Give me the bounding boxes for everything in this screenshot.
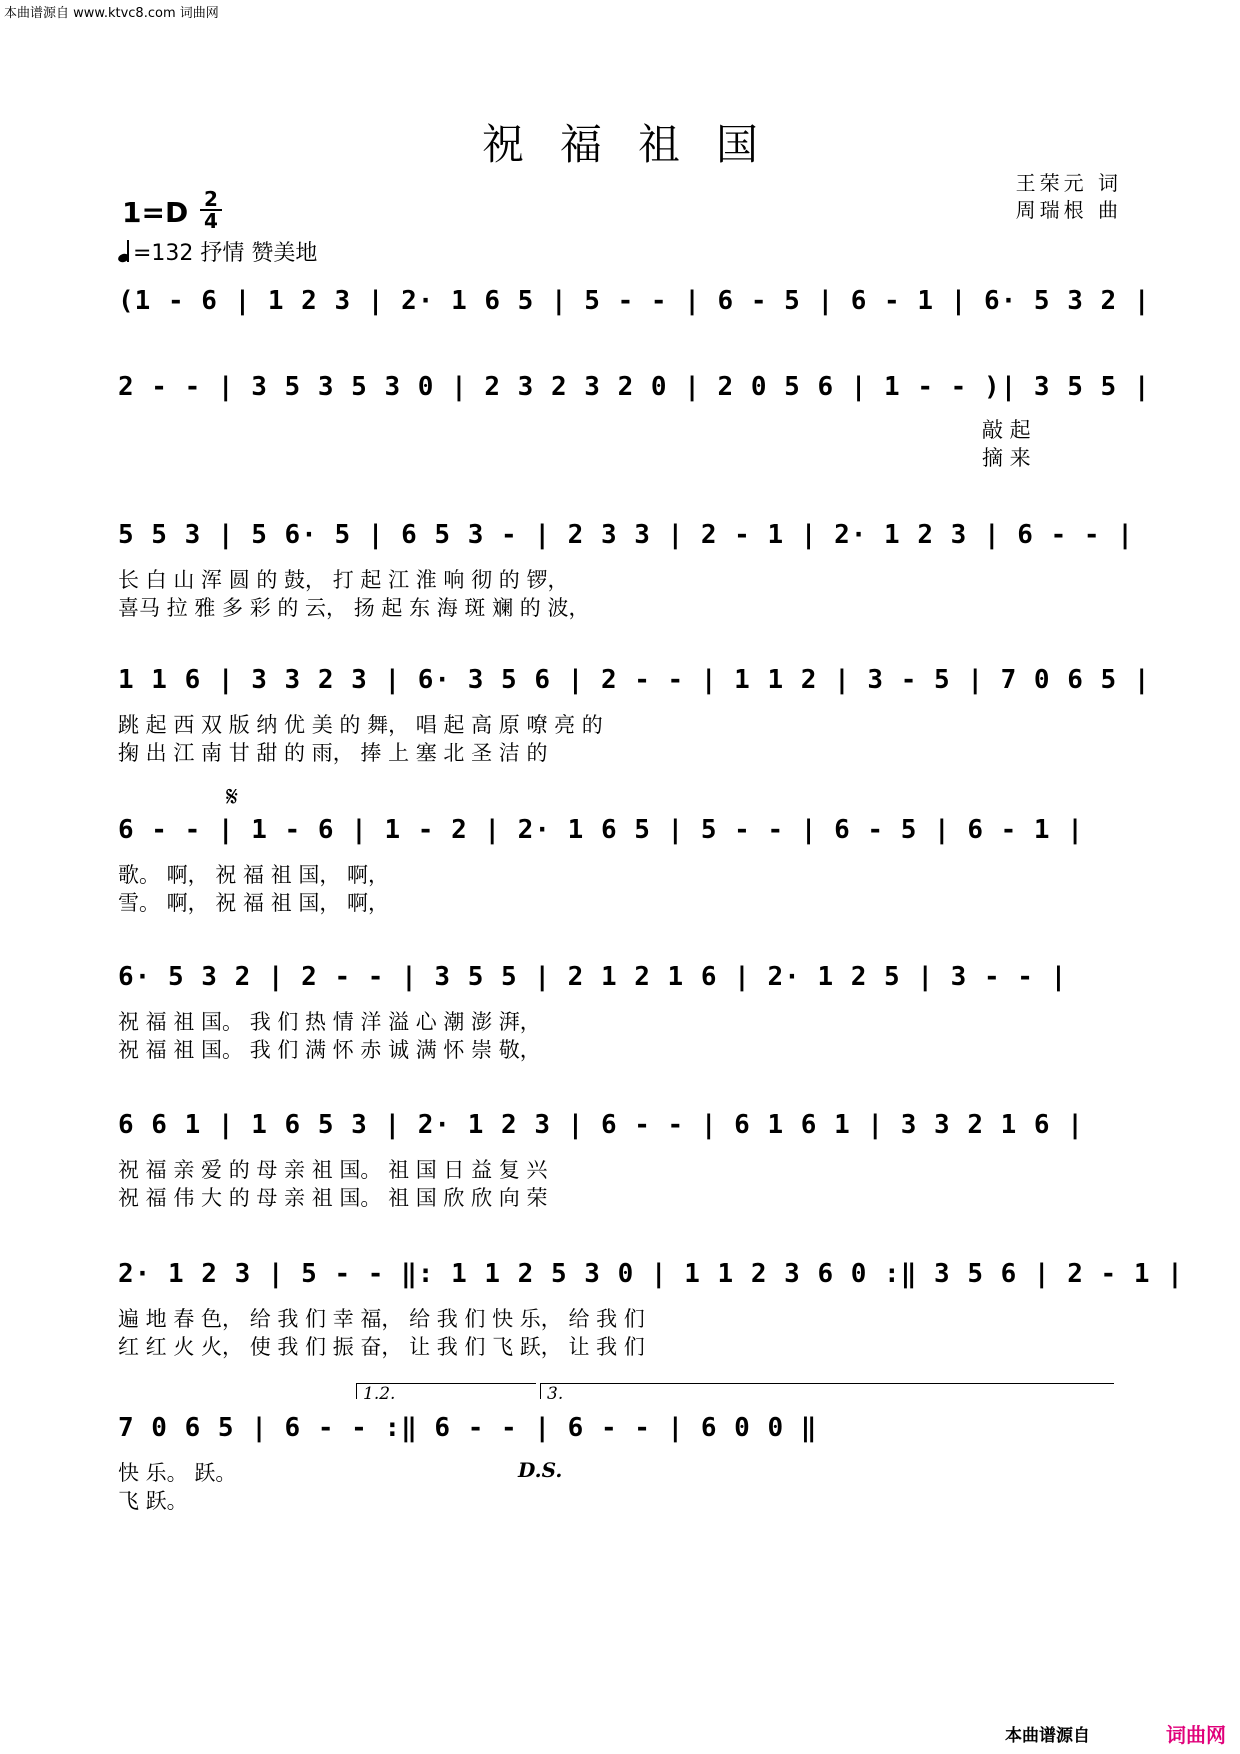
notes-line: (1 - 6 | 1 2 3 | 2· 1 6 5 | 5 - - | 6 - 5 | 6 - 1 | 6· 5 3 2 |	[118, 286, 1151, 316]
lyric-verse-1: 快 乐。 跃。	[118, 1461, 237, 1485]
segno-icon: 𝄋	[226, 780, 239, 813]
lyric-verse-1: 歌。 啊， 祝 福 祖 国， 啊，	[118, 863, 390, 887]
footer-site: 词曲网	[1166, 1723, 1226, 1747]
lyric-verse-1: 长 白 山 浑 圆 的 鼓， 打 起 江 淮 响 彻 的 锣，	[118, 568, 569, 592]
lyric-verse-1: 敲 起	[982, 418, 1031, 442]
lyric-verse-1: 跳 起 西 双 版 纳 优 美 的 舞， 唱 起 高 原 嘹 亮 的	[118, 713, 603, 737]
lyric-verse-2: 喜马 拉 雅 多 彩 的 云， 扬 起 东 海 斑 斓 的 波，	[118, 596, 590, 620]
volta-third: 3.	[540, 1383, 1114, 1399]
lyric-verse-1: 遍 地 春 色， 给 我 们 幸 福， 给 我 们 快 乐， 给 我 们	[118, 1307, 645, 1331]
lyric-verse-2: 摘 来	[982, 446, 1031, 470]
lyric-verse-2: 祝 福 伟 大 的 母 亲 祖 国。 祖 国 欣 欣 向 荣	[118, 1186, 548, 1210]
song-title: 祝福祖国	[481, 120, 794, 169]
volta-first: 1.2.	[356, 1383, 536, 1399]
tempo-text: =132 抒情 赞美地	[133, 241, 318, 266]
notes-line: 2 - - | 3 5 3 5 3 0 | 2 3 2 3 2 0 | 2 0 5 6 | 1 - - )| 3 5 5 |	[118, 372, 1151, 402]
notes-line: 7 0 6 5 | 6 - - :‖ 6 - - | 6 - - | 6 0 0 ‖	[118, 1413, 818, 1443]
lyric-verse-2: 红 红 火 火， 使 我 们 振 奋， 让 我 们 飞 跃， 让 我 们	[118, 1335, 645, 1359]
lyric-verse-1: 祝 福 祖 国。 我 们 热 情 洋 溢 心 潮 澎 湃，	[118, 1010, 541, 1034]
time-signature	[200, 187, 222, 233]
composer-credit: 周瑞根 曲	[1015, 198, 1122, 222]
footer-source: 本曲谱源自	[1005, 1726, 1090, 1746]
lyric-verse-2: 掬 出 江 南 甘 甜 的 雨， 捧 上 塞 北 圣 洁 的	[118, 741, 548, 765]
notes-line: 1 1 6 | 3 3 2 3 | 6· 3 5 6 | 2 - - | 1 1 2 | 3 - 5 | 7 0 6 5 |	[118, 665, 1151, 695]
da-segno-marking: D.S.	[518, 1458, 563, 1482]
notes-line: 5 5 3 | 5 6· 5 | 6 5 3 - | 2 3 3 | 2 - 1 | 2· 1 2 3 | 6 - - |	[118, 520, 1134, 550]
notes-line: 6 6 1 | 1 6 5 3 | 2· 1 2 3 | 6 - - | 6 1 6 1 | 3 3 2 1 6 |	[118, 1110, 1084, 1140]
notes-line: 2· 1 2 3 | 5 - - ‖: 1 1 2 5 3 0 | 1 1 2 3 6 0 :‖ 3 5 6 | 2 - 1 |	[118, 1259, 1184, 1289]
lyricist-credit: 王荣元 词	[1015, 171, 1122, 195]
lyric-verse-2: 飞 跃。	[118, 1489, 188, 1513]
site-note: 本曲谱源自 www.ktvc8.com 词曲网	[4, 6, 219, 21]
lyric-verse-1: 祝 福 亲 爱 的 母 亲 祖 国。 祖 国 日 益 复 兴	[118, 1158, 548, 1182]
key-signature: 1=D	[122, 196, 189, 229]
notes-line: 6 - - | 1 - 6 | 1 - 2 | 2· 1 6 5 | 5 - - | 6 - 5 | 6 - 1 |	[118, 815, 1084, 845]
lyric-verse-2: 雪。 啊， 祝 福 祖 国， 啊，	[118, 891, 390, 915]
time-signature-top: 2	[204, 187, 218, 211]
tempo-marking	[118, 236, 317, 267]
notes-line: 6· 5 3 2 | 2 - - | 3 5 5 | 2 1 2 1 6 | 2· 1 2 5 | 3 - - |	[118, 962, 1068, 992]
time-signature-bottom: 4	[204, 209, 218, 233]
lyric-verse-2: 祝 福 祖 国。 我 们 满 怀 赤 诚 满 怀 崇 敬，	[118, 1038, 541, 1062]
